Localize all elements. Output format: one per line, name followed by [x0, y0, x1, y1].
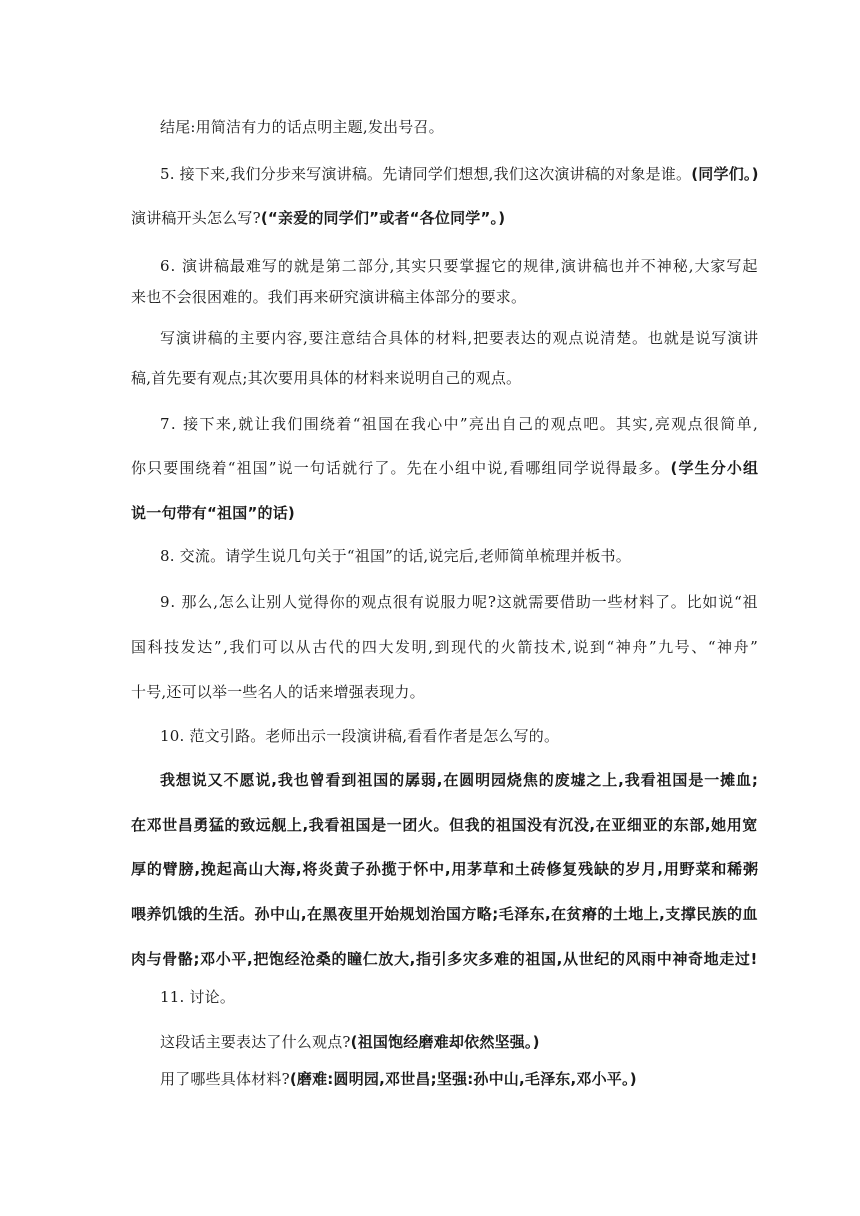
text-line [160, 592, 758, 612]
excerpt-line [131, 859, 759, 879]
answer-text: 喂养饥饿的生活。孙中山,在黑夜里开始规划治国方略;毛泽东,在贫瘠的土地上,支撑民族的血 [131, 905, 758, 923]
text-line [160, 1069, 637, 1089]
answer-text: 肉与骨骼;邓小平,把饱经沧桑的瞳仁放大,指引多灾多难的祖国,从世纪的风雨中神奇地走过! [131, 950, 758, 968]
answer-text: (“亲爱的同学们”或者“各位同学”。) [260, 209, 506, 227]
body-text: 5. 接下来,我们分步来写演讲稿。先请同学们想想,我们这次演讲稿的对象是谁。 [160, 165, 692, 183]
body-text: 9. 那么,怎么让别人觉得你的观点很有说服力呢?这就需要借助一些材料了。比如说“祖 [160, 593, 759, 611]
body-text: 你只要围绕着“祖国”说一句话就行了。先在小组中说,看哪组同学说得最多。 [131, 459, 671, 477]
answer-text: (磨难:圆明园,邓世昌;坚强:孙中山,毛泽东,邓小平。) [289, 1070, 637, 1088]
text-line [131, 208, 505, 228]
body-text: 这段话主要表达了什么观点? [160, 1033, 351, 1051]
body-text: 6. 演讲稿最难写的就是第二部分,其实只要掌握它的规律,演讲稿也并不神秘,大家写起 [160, 257, 759, 275]
body-text: 十号,还可以举一些名人的话来增强表现力。 [131, 683, 425, 701]
text-line [160, 256, 758, 276]
text-line [160, 546, 631, 566]
answer-text: 说一句带有“祖国”的话) [131, 504, 295, 522]
text-line [160, 164, 759, 184]
body-text: 演讲稿开头怎么写? [131, 209, 261, 227]
text-line [160, 414, 759, 434]
answer-text: 在邓世昌勇猛的致远舰上,我看祖国是一团火。但我的祖国没有沉没,在亚细亚的东部,她用宽 [131, 816, 758, 834]
excerpt-line [131, 904, 758, 924]
answer-text: 厚的臂膀,挽起高山大海,将炎黄子孙揽于怀中,用茅草和土砖修复残缺的岁月,用野菜和稀粥 [131, 860, 759, 878]
text-line [160, 328, 759, 348]
answer-text: (学生分小组 [670, 459, 760, 477]
excerpt-line [160, 770, 759, 790]
text-line [160, 987, 235, 1007]
text-line [160, 726, 559, 746]
text-line [131, 287, 526, 307]
text-line [160, 117, 444, 137]
body-text: 写演讲稿的主要内容,要注意结合具体的材料,把要表达的观点说清楚。也就是说写演讲 [160, 329, 760, 347]
text-line [131, 637, 759, 657]
body-text: 结尾:用简洁有力的话点明主题,发出号召。 [160, 118, 444, 136]
body-text: 11. 讨论。 [160, 988, 236, 1006]
text-line [160, 1032, 540, 1052]
text-line [131, 682, 425, 702]
text-line [131, 368, 521, 388]
body-text: 来也不会很困难的。我们再来研究演讲稿主体部分的要求。 [131, 288, 527, 306]
answer-text: (同学们。) [691, 165, 759, 183]
body-text: 10. 范文引路。老师出示一段演讲稿,看看作者是怎么写的。 [160, 727, 560, 745]
text-line [131, 503, 295, 523]
answer-text: 我想说又不愿说,我也曾看到祖国的孱弱,在圆明园烧焦的废墟之上,我看祖国是一摊血; [160, 771, 759, 789]
body-text: 国科技发达”,我们可以从古代的四大发明,到现代的火箭技术,说到“神舟”九号、“神舟” [131, 638, 760, 656]
text-line [131, 458, 759, 478]
body-text: 稿,首先要有观点;其次要用具体的材料来说明自己的观点。 [131, 369, 522, 387]
excerpt-line [131, 815, 758, 835]
body-text: 用了哪些具体材料? [160, 1070, 290, 1088]
excerpt-line [131, 949, 758, 969]
body-text: 8. 交流。请学生说几句关于“祖国”的话,说完后,老师简单梳理并板书。 [160, 547, 631, 565]
body-text: 7. 接下来,就让我们围绕着“祖国在我心中”亮出自己的观点吧。其实,亮观点很简单, [160, 415, 760, 433]
answer-text: (祖国饱经磨难却依然坚强。) [350, 1033, 540, 1051]
